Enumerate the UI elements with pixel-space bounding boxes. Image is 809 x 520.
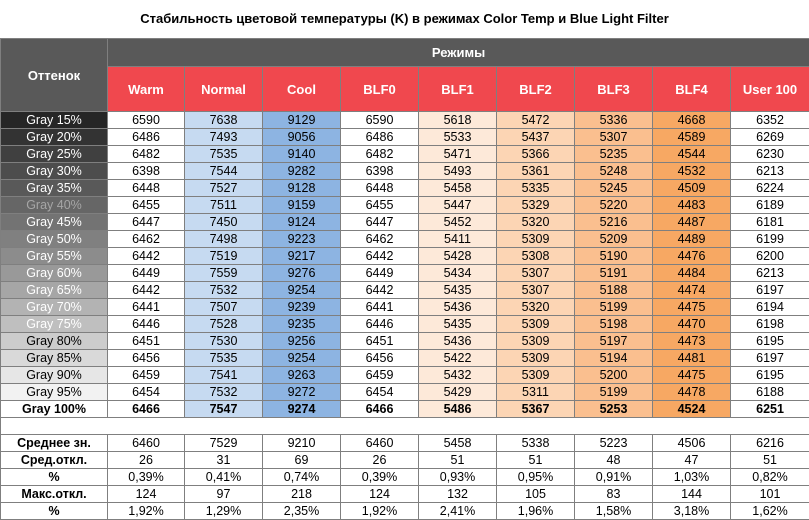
stat-cell: 1,58% (575, 503, 653, 520)
table-cell: 5309 (497, 367, 575, 384)
table-cell: 7530 (185, 333, 263, 350)
shade-label: Gray 35% (1, 180, 108, 197)
stat-cell: 5223 (575, 435, 653, 452)
table-cell: 6449 (108, 265, 185, 282)
table-cell: 6466 (341, 401, 419, 418)
table-cell: 5309 (497, 350, 575, 367)
table-cell: 6459 (341, 367, 419, 384)
table-cell: 9274 (263, 401, 341, 418)
table-row (1, 316, 809, 333)
table-cell: 5216 (575, 214, 653, 231)
shade-label: Gray 60% (1, 265, 108, 282)
table-cell: 9282 (263, 163, 341, 180)
table-cell: 6199 (731, 231, 809, 248)
stat-cell: 51 (497, 452, 575, 469)
table-cell: 5367 (497, 401, 575, 418)
table-cell: 6486 (341, 129, 419, 146)
stat-cell: 132 (419, 486, 497, 503)
table-cell: 4470 (653, 316, 731, 333)
spacer-cell (1, 418, 809, 435)
table-cell: 4668 (653, 112, 731, 129)
stat-cell: 48 (575, 452, 653, 469)
table-cell: 4483 (653, 197, 731, 214)
table-cell: 6459 (108, 367, 185, 384)
table-row (1, 146, 809, 163)
table-body (1, 112, 809, 520)
table-cell: 9272 (263, 384, 341, 401)
stat-cell: 47 (653, 452, 731, 469)
table-cell: 7547 (185, 401, 263, 418)
table-cell: 4484 (653, 265, 731, 282)
stat-label: Макс.откл. (1, 486, 108, 503)
table-cell: 9276 (263, 265, 341, 282)
table-cell: 7532 (185, 384, 263, 401)
stat-row (1, 469, 809, 486)
mode-header-blf2: BLF2 (497, 67, 575, 112)
modes-header: Режимы (108, 39, 809, 67)
table-cell: 5309 (497, 333, 575, 350)
table-cell: 7541 (185, 367, 263, 384)
table-cell: 4489 (653, 231, 731, 248)
stat-cell: 218 (263, 486, 341, 503)
table-cell: 6462 (108, 231, 185, 248)
table-row (1, 384, 809, 401)
table-cell: 6200 (731, 248, 809, 265)
table-cell: 5191 (575, 265, 653, 282)
stat-cell: 0,74% (263, 469, 341, 486)
table-cell: 4475 (653, 299, 731, 316)
table-cell: 5307 (497, 282, 575, 299)
stat-cell: 97 (185, 486, 263, 503)
table-cell: 5309 (497, 231, 575, 248)
table-cell: 6213 (731, 163, 809, 180)
table-cell: 5366 (497, 146, 575, 163)
stat-cell: 1,62% (731, 503, 809, 520)
stat-label: % (1, 503, 108, 520)
table-cell: 6188 (731, 384, 809, 401)
stat-cell: 105 (497, 486, 575, 503)
table-cell: 9140 (263, 146, 341, 163)
stat-cell: 26 (341, 452, 419, 469)
table-cell: 5472 (497, 112, 575, 129)
stat-label: Сред.откл. (1, 452, 108, 469)
stat-cell: 144 (653, 486, 731, 503)
table-cell: 7498 (185, 231, 263, 248)
table-cell: 7507 (185, 299, 263, 316)
table-cell: 6482 (108, 146, 185, 163)
shade-label: Gray 15% (1, 112, 108, 129)
table-row (1, 214, 809, 231)
stat-row (1, 452, 809, 469)
table-cell: 6449 (341, 265, 419, 282)
table-cell: 5307 (575, 129, 653, 146)
stat-cell: 31 (185, 452, 263, 469)
table-row (1, 401, 809, 418)
mode-header-blf1: BLF1 (419, 67, 497, 112)
table-row (1, 265, 809, 282)
table-cell: 5471 (419, 146, 497, 163)
shade-label: Gray 90% (1, 367, 108, 384)
table-cell: 6486 (108, 129, 185, 146)
table-cell: 6230 (731, 146, 809, 163)
table-cell: 9254 (263, 350, 341, 367)
table-cell: 6448 (341, 180, 419, 197)
shade-label: Gray 70% (1, 299, 108, 316)
table-cell: 5432 (419, 367, 497, 384)
table-cell: 5308 (497, 248, 575, 265)
table-cell: 9235 (263, 316, 341, 333)
table-cell: 7527 (185, 180, 263, 197)
shade-label: Gray 55% (1, 248, 108, 265)
table-cell: 5320 (497, 299, 575, 316)
stat-cell: 0,39% (108, 469, 185, 486)
stat-label: % (1, 469, 108, 486)
table-cell: 9239 (263, 299, 341, 316)
table-cell: 5320 (497, 214, 575, 231)
table-row (1, 333, 809, 350)
table-cell: 6442 (108, 282, 185, 299)
stat-cell: 51 (419, 452, 497, 469)
table-cell: 6198 (731, 316, 809, 333)
table-cell: 9124 (263, 214, 341, 231)
table-cell: 5336 (575, 112, 653, 129)
table-cell: 5307 (497, 265, 575, 282)
table-cell: 4473 (653, 333, 731, 350)
table-cell: 6195 (731, 367, 809, 384)
table-cell: 7493 (185, 129, 263, 146)
table-cell: 6441 (341, 299, 419, 316)
table-cell: 5209 (575, 231, 653, 248)
table-cell: 9263 (263, 367, 341, 384)
table-cell: 6442 (108, 248, 185, 265)
table-cell: 7511 (185, 197, 263, 214)
table-cell: 5199 (575, 299, 653, 316)
mode-header-cool: Cool (263, 67, 341, 112)
table-cell: 7535 (185, 350, 263, 367)
stat-cell: 83 (575, 486, 653, 503)
table-cell: 6590 (341, 112, 419, 129)
stat-cell: 5338 (497, 435, 575, 452)
table-cell: 6251 (731, 401, 809, 418)
stat-cell: 1,03% (653, 469, 731, 486)
table-cell: 5361 (497, 163, 575, 180)
stat-cell: 1,29% (185, 503, 263, 520)
shade-label: Gray 80% (1, 333, 108, 350)
table-cell: 5434 (419, 265, 497, 282)
table-cell: 5220 (575, 197, 653, 214)
table-cell: 5458 (419, 180, 497, 197)
temperature-table (0, 38, 809, 520)
table-cell: 5335 (497, 180, 575, 197)
spacer-row (1, 418, 809, 435)
table-row (1, 282, 809, 299)
mode-header-blf4: BLF4 (653, 67, 731, 112)
table-cell: 4478 (653, 384, 731, 401)
table-cell: 4532 (653, 163, 731, 180)
table-cell: 6197 (731, 350, 809, 367)
table-cell: 6482 (341, 146, 419, 163)
table-cell: 5435 (419, 316, 497, 333)
mode-header-blf0: BLF0 (341, 67, 419, 112)
shade-label: Gray 75% (1, 316, 108, 333)
table-cell: 6456 (341, 350, 419, 367)
table-cell: 9159 (263, 197, 341, 214)
mode-header-user-100: User 100 (731, 67, 809, 112)
table-cell: 5235 (575, 146, 653, 163)
table-cell: 5197 (575, 333, 653, 350)
table-cell: 6197 (731, 282, 809, 299)
stat-cell: 0,39% (341, 469, 419, 486)
table-row (1, 129, 809, 146)
stat-cell: 1,92% (108, 503, 185, 520)
table-cell: 5188 (575, 282, 653, 299)
stat-cell: 51 (731, 452, 809, 469)
table-cell: 7559 (185, 265, 263, 282)
table-cell: 7535 (185, 146, 263, 163)
table-cell: 6455 (108, 197, 185, 214)
table-cell: 9254 (263, 282, 341, 299)
table-cell: 5429 (419, 384, 497, 401)
table-cell: 5493 (419, 163, 497, 180)
table-cell: 6590 (108, 112, 185, 129)
stat-cell: 26 (108, 452, 185, 469)
stat-cell: 3,18% (653, 503, 731, 520)
table-cell: 4544 (653, 146, 731, 163)
stat-cell: 2,35% (263, 503, 341, 520)
table-row (1, 112, 809, 129)
table-cell: 6448 (108, 180, 185, 197)
table-cell: 5447 (419, 197, 497, 214)
table-cell: 6454 (108, 384, 185, 401)
table-cell: 4481 (653, 350, 731, 367)
table-cell: 6447 (108, 214, 185, 231)
table-cell: 5411 (419, 231, 497, 248)
table-cell: 6195 (731, 333, 809, 350)
table-cell: 5428 (419, 248, 497, 265)
table-cell: 6398 (108, 163, 185, 180)
stat-cell: 0,93% (419, 469, 497, 486)
table-cell: 5194 (575, 350, 653, 367)
shade-label: Gray 100% (1, 401, 108, 418)
stat-cell: 1,96% (497, 503, 575, 520)
table-cell: 6189 (731, 197, 809, 214)
table-cell: 5200 (575, 367, 653, 384)
stat-cell: 0,91% (575, 469, 653, 486)
shade-label: Gray 20% (1, 129, 108, 146)
stat-cell: 101 (731, 486, 809, 503)
table-cell: 5533 (419, 129, 497, 146)
stat-cell: 124 (341, 486, 419, 503)
table-row (1, 163, 809, 180)
stat-cell: 0,95% (497, 469, 575, 486)
table-cell: 9128 (263, 180, 341, 197)
table-cell: 4474 (653, 282, 731, 299)
stat-cell: 6460 (341, 435, 419, 452)
table-cell: 6456 (108, 350, 185, 367)
table-cell: 6269 (731, 129, 809, 146)
stat-cell: 5458 (419, 435, 497, 452)
table-cell: 4524 (653, 401, 731, 418)
table-cell: 6441 (108, 299, 185, 316)
table-cell: 4475 (653, 367, 731, 384)
shade-label: Gray 65% (1, 282, 108, 299)
table-cell: 6466 (108, 401, 185, 418)
table-cell: 5329 (497, 197, 575, 214)
stat-row (1, 435, 809, 452)
table-cell: 6446 (108, 316, 185, 333)
shade-label: Gray 40% (1, 197, 108, 214)
table-cell: 7450 (185, 214, 263, 231)
table-cell: 6213 (731, 265, 809, 282)
table-row (1, 231, 809, 248)
table-row (1, 299, 809, 316)
table-cell: 4487 (653, 214, 731, 231)
table-cell: 5248 (575, 163, 653, 180)
stat-cell: 7529 (185, 435, 263, 452)
table-cell: 6352 (731, 112, 809, 129)
table-cell: 5199 (575, 384, 653, 401)
table-cell: 7638 (185, 112, 263, 129)
table-cell: 5618 (419, 112, 497, 129)
table-cell: 5245 (575, 180, 653, 197)
stat-cell: 0,41% (185, 469, 263, 486)
table-cell: 5190 (575, 248, 653, 265)
shade-label: Gray 45% (1, 214, 108, 231)
table-cell: 5436 (419, 333, 497, 350)
table-cell: 5309 (497, 316, 575, 333)
table-cell: 6442 (341, 248, 419, 265)
stat-cell: 0,82% (731, 469, 809, 486)
table-cell: 6454 (341, 384, 419, 401)
table-cell: 9223 (263, 231, 341, 248)
table-cell: 5437 (497, 129, 575, 146)
table-cell: 9256 (263, 333, 341, 350)
table-cell: 5486 (419, 401, 497, 418)
shade-label: Gray 25% (1, 146, 108, 163)
stat-cell: 124 (108, 486, 185, 503)
shade-label: Gray 85% (1, 350, 108, 367)
stat-cell: 6460 (108, 435, 185, 452)
table-cell: 9056 (263, 129, 341, 146)
table-cell: 4589 (653, 129, 731, 146)
table-title: Стабильность цветовой температуры (K) в режимах Color Temp и Blue Light Filter (140, 11, 669, 26)
table-cell: 6442 (341, 282, 419, 299)
table-row (1, 350, 809, 367)
table-cell: 6447 (341, 214, 419, 231)
stat-row (1, 503, 809, 520)
table-cell: 7528 (185, 316, 263, 333)
stat-cell: 2,41% (419, 503, 497, 520)
table-cell: 6181 (731, 214, 809, 231)
table-cell: 5311 (497, 384, 575, 401)
table-cell: 6194 (731, 299, 809, 316)
shade-header: Оттенок (1, 39, 108, 112)
table-cell: 5436 (419, 299, 497, 316)
stat-cell: 9210 (263, 435, 341, 452)
mode-header-warm: Warm (108, 67, 185, 112)
mode-header-row (1, 67, 809, 112)
table-row (1, 180, 809, 197)
table-cell: 6398 (341, 163, 419, 180)
table-row (1, 248, 809, 265)
table-cell: 9129 (263, 112, 341, 129)
stat-cell: 1,92% (341, 503, 419, 520)
table-cell: 5198 (575, 316, 653, 333)
table-cell: 5435 (419, 282, 497, 299)
table-cell: 7519 (185, 248, 263, 265)
table-row (1, 197, 809, 214)
table-cell: 6451 (341, 333, 419, 350)
table-cell: 5422 (419, 350, 497, 367)
mode-header-normal: Normal (185, 67, 263, 112)
stat-cell: 69 (263, 452, 341, 469)
table-row (1, 367, 809, 384)
table-cell: 6446 (341, 316, 419, 333)
stat-label: Среднее зн. (1, 435, 108, 452)
table-cell: 5452 (419, 214, 497, 231)
table-cell: 7544 (185, 163, 263, 180)
table-cell: 7532 (185, 282, 263, 299)
table-cell: 6462 (341, 231, 419, 248)
stat-cell: 4506 (653, 435, 731, 452)
stat-row (1, 486, 809, 503)
table-cell: 9217 (263, 248, 341, 265)
shade-label: Gray 95% (1, 384, 108, 401)
table-cell: 6224 (731, 180, 809, 197)
table-cell: 6451 (108, 333, 185, 350)
stat-cell: 6216 (731, 435, 809, 452)
mode-header-blf3: BLF3 (575, 67, 653, 112)
table-cell: 4509 (653, 180, 731, 197)
shade-label: Gray 30% (1, 163, 108, 180)
shade-label: Gray 50% (1, 231, 108, 248)
table-cell: 6455 (341, 197, 419, 214)
table-cell: 5253 (575, 401, 653, 418)
table-cell: 4476 (653, 248, 731, 265)
